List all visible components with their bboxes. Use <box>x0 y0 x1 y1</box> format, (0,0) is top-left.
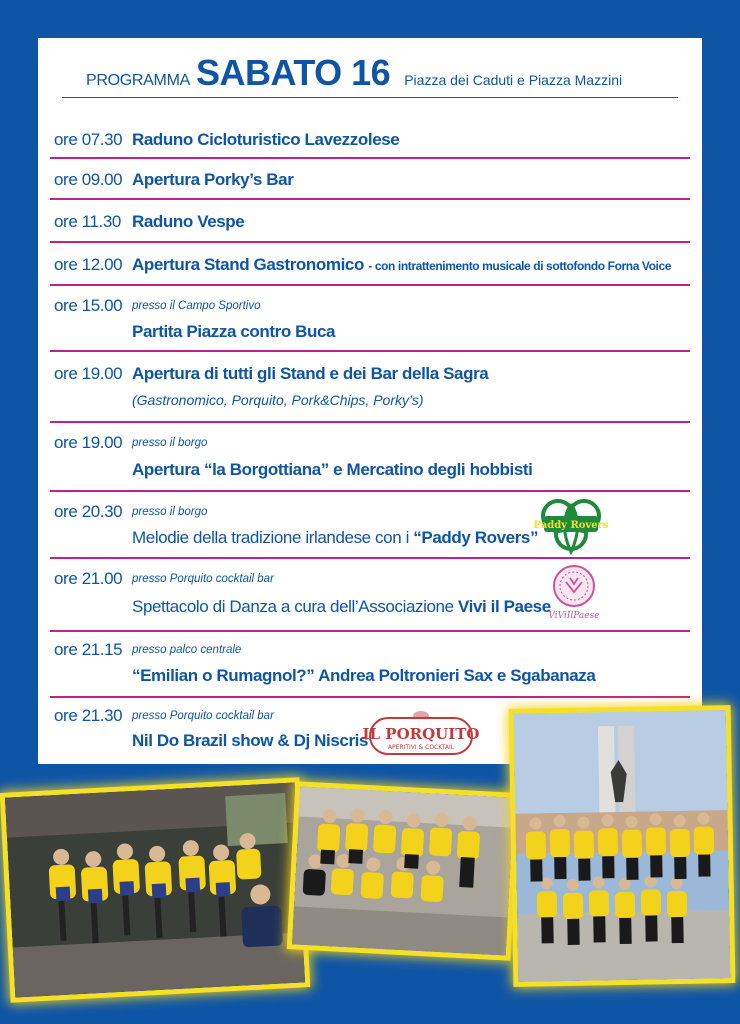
event-title: Apertura “la Borgottiana” e Mercatino degli hobbisti <box>132 460 533 479</box>
event-title: Apertura Stand Gastronomico <box>132 255 364 274</box>
event-performer: “Paddy Rovers” <box>413 528 539 547</box>
event-time: ore 09.00 <box>54 170 123 189</box>
event-title: Raduno Cicloturistico Lavezzolese <box>132 130 400 149</box>
photo-cyclists-group <box>292 787 514 956</box>
event-time: ore 20.30 <box>54 502 123 521</box>
event-title: Melodie della tradizione irlandese con i <box>132 528 409 547</box>
event-row <box>50 159 690 200</box>
day-title: SABATO 16 <box>195 52 391 93</box>
photo-cyclists-tent <box>5 783 305 998</box>
event-row <box>50 286 690 352</box>
event-time: ore 12.00 <box>54 255 123 274</box>
event-subtitle: - con intrattenimento musicale di sottofondo Forna Voice <box>368 259 672 273</box>
event-title-group <box>132 597 551 617</box>
event-row <box>50 632 690 698</box>
event-time: ore 19.00 <box>54 364 123 383</box>
program-card <box>38 38 702 764</box>
event-location: presso il borgo <box>132 437 208 449</box>
event-title: Apertura di tutti gli Stand e dei Bar della Sagra <box>132 364 489 383</box>
paddy-logo-text: Paddy Rovers <box>533 520 609 531</box>
il-porquito-logo <box>362 710 480 756</box>
paddy-rovers-logo <box>533 494 609 558</box>
event-location: presso Porquito cocktail bar <box>132 710 274 722</box>
event-time: ore 07.30 <box>54 130 123 149</box>
event-title-group <box>132 255 671 275</box>
event-title: Apertura Porky’s Bar <box>132 170 294 189</box>
event-location: presso il borgo <box>132 506 208 518</box>
event-title: Nil Do Brazil show & Dj Niscris <box>132 731 369 750</box>
event-performer: Vivi il Paese <box>457 597 551 616</box>
event-title: “Emilian o Rumagnol?” Andrea Poltronieri Sax e Sgabanaza <box>132 666 596 685</box>
program-header <box>62 52 678 98</box>
vivi-il-paese-logo <box>546 562 602 628</box>
place-label: Piazza dei Caduti e Piazza Mazzini <box>404 72 623 88</box>
porquito-logo-name: IL PORQUITO <box>362 725 480 743</box>
event-location: presso Porquito cocktail bar <box>132 573 274 585</box>
event-title-group <box>132 528 538 548</box>
event-row <box>50 124 690 159</box>
porquito-logo-sub: APERITIVI & COCKTAIL <box>387 744 455 751</box>
photo-cyclists-monument <box>514 710 731 982</box>
event-title: Spettacolo di Danza a cura dell’Associazione <box>132 597 454 616</box>
event-title: Partita Piazza contro Buca <box>132 322 336 341</box>
event-time: ore 21.30 <box>54 706 123 725</box>
programma-label: PROGRAMMA <box>86 72 190 89</box>
event-location: presso il Campo Sportivo <box>132 300 261 312</box>
event-detail: (Gastronomico, Porquito, Pork&Chips, Porky’s) <box>132 392 424 408</box>
event-row <box>50 200 690 243</box>
event-time: ore 11.30 <box>54 212 121 231</box>
event-time: ore 21.00 <box>54 569 123 588</box>
event-title: Raduno Vespe <box>132 212 245 231</box>
event-row <box>50 243 690 286</box>
event-row <box>50 352 690 423</box>
event-time: ore 19.00 <box>54 433 123 452</box>
event-time: ore 21.15 <box>54 640 123 659</box>
event-location: presso palco centrale <box>132 644 242 656</box>
event-row <box>50 423 690 492</box>
event-time: ore 15.00 <box>54 296 123 315</box>
vivi-logo-text: ViViIlPaese <box>548 611 600 621</box>
